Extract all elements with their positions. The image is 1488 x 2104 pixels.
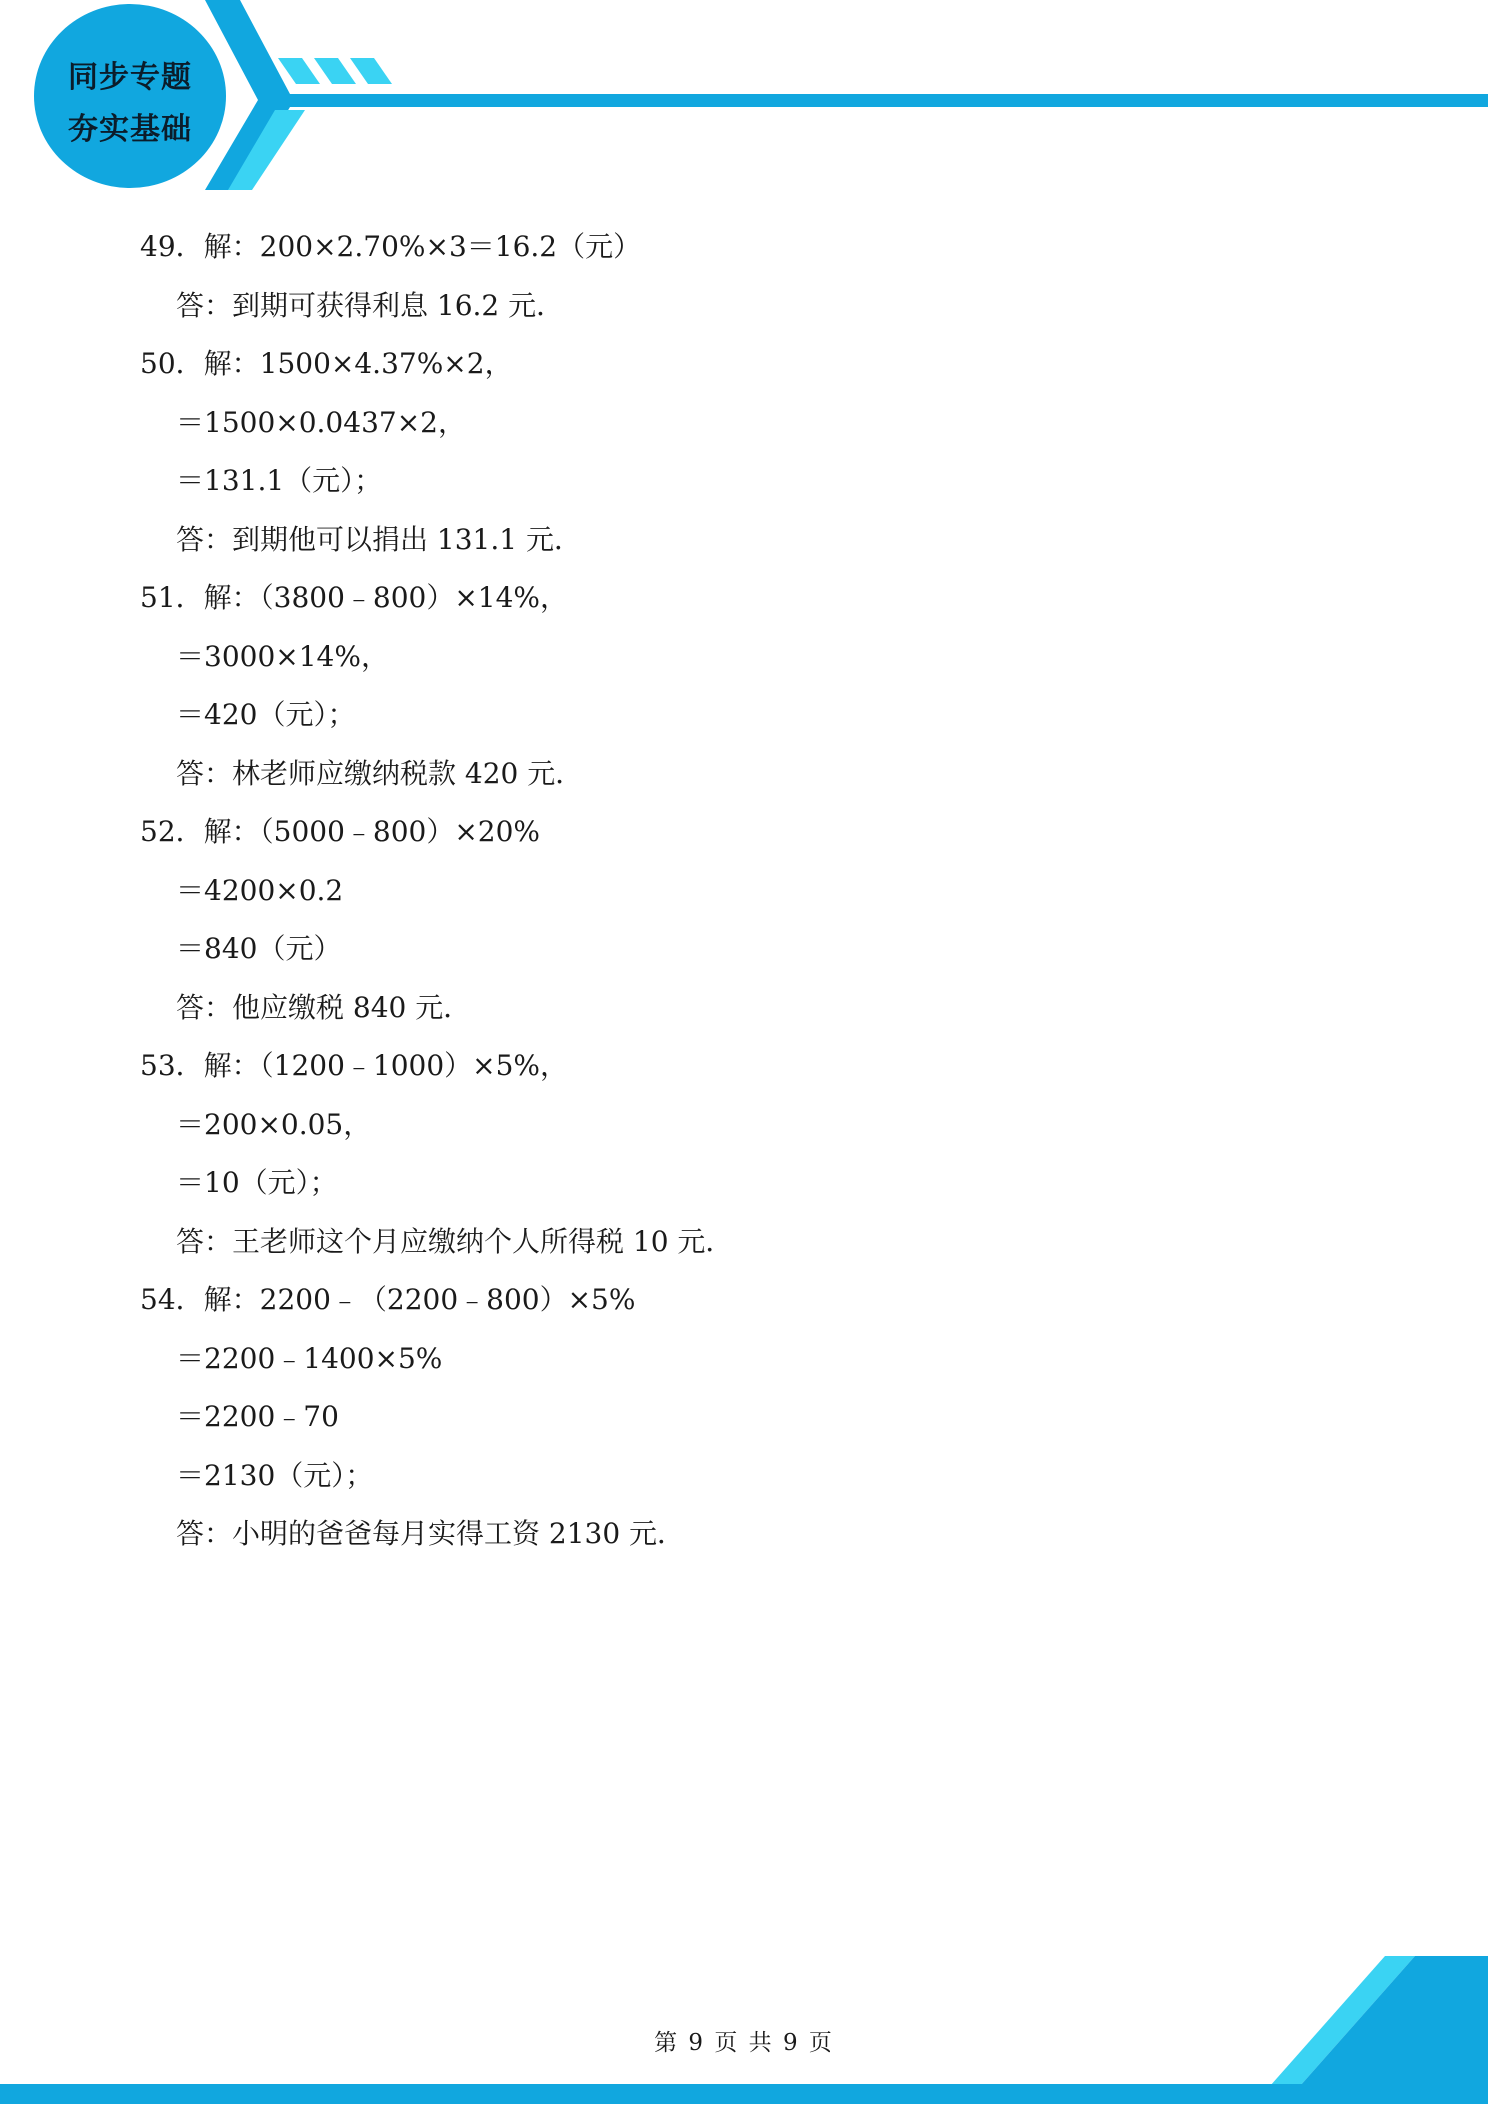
answer-line: 答：小明的爸爸每月实得工资 2130 元． (176, 1517, 686, 1550)
page-number: 第 9 页 共 9 页 (654, 2030, 834, 2056)
calc-line: ＝2200﹣70 (176, 1400, 339, 1433)
badge-title-line1: 同步专题 (68, 60, 192, 95)
answer-line: 答：他应缴税 840 元． (176, 990, 472, 1024)
solution-line: 51．解：（3800﹣800）×14%， (140, 581, 569, 614)
solution-content (140, 218, 1340, 1564)
calc-line: ＝200×0.05， (176, 1107, 372, 1141)
header-bar (270, 94, 1488, 107)
solution-line: 50．解：1500×4.37%×2， (140, 347, 513, 380)
solution-line: 49．解：200×2.70%×3＝16.2（元） (140, 230, 642, 263)
answer-line: 答：到期他可以捐出 131.1 元． (176, 522, 582, 556)
header-stripe-1 (278, 58, 320, 84)
calc-line: ＝3000×14%， (176, 639, 389, 673)
badge-title-line2: 夯实基础 (68, 112, 192, 147)
calc-line: ＝4200×0.2 (176, 873, 344, 907)
solution-line: 54．解：2200﹣（2200﹣800）×5% (140, 1283, 636, 1316)
header-badge (34, 4, 226, 188)
calc-line: ＝840（元） (176, 932, 342, 965)
calc-line: ＝131.1（元）； (176, 464, 383, 497)
answer-line: 答：林老师应缴纳税款 420 元． (176, 756, 584, 790)
calc-line: ＝1500×0.0437×2， (176, 405, 466, 439)
answer-line: 答：到期可获得利息 16.2 元． (176, 288, 565, 322)
solution-line: 53．解：（1200﹣1000）×5%， (140, 1049, 569, 1082)
calc-line: ＝2200﹣1400×5% (176, 1341, 443, 1375)
calc-line: ＝10（元）； (176, 1166, 338, 1199)
calc-line: ＝420（元）； (176, 698, 356, 731)
solution-line: 52．解：（5000﹣800）×20% (140, 815, 541, 848)
answer-line: 答：王老师这个月应缴纳个人所得税 10 元． (176, 1224, 734, 1258)
footer-bar (0, 2084, 1488, 2104)
header-stripe-2 (314, 58, 356, 84)
header-stripe-3 (350, 58, 392, 84)
calc-line: ＝2130（元）； (176, 1458, 374, 1492)
